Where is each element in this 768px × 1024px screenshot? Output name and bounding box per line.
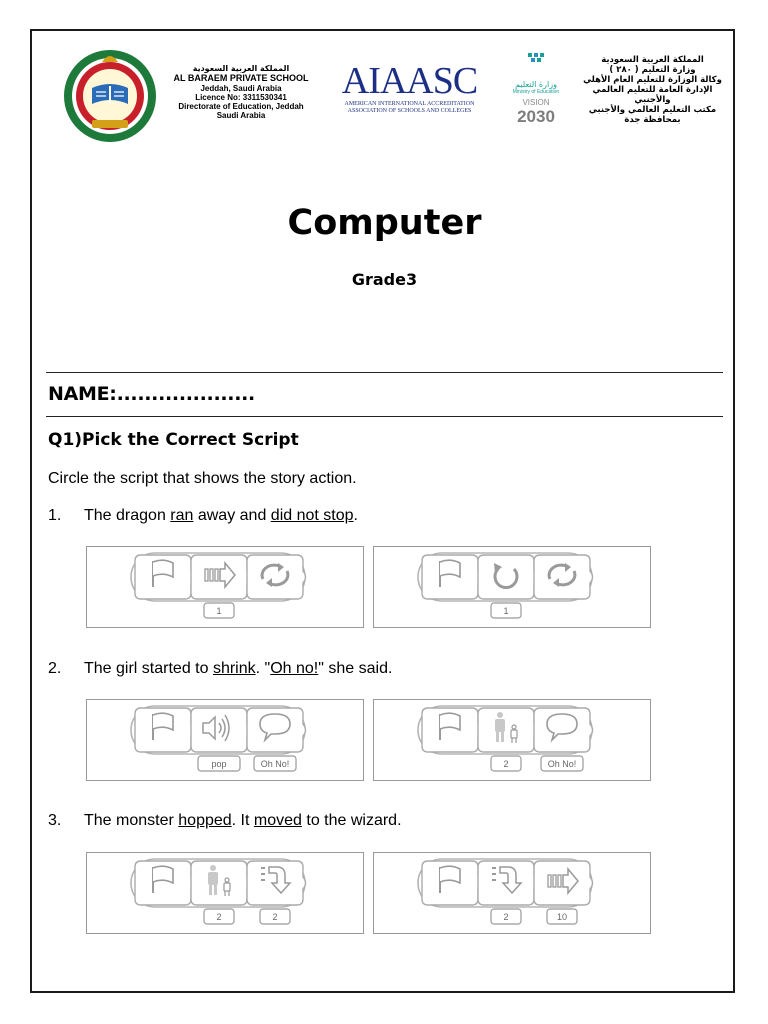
question-instruction: Circle the script that shows the story action.: [48, 470, 357, 487]
ministry-english: Ministry of Education: [512, 89, 560, 95]
vision-year: 2030: [517, 107, 555, 126]
ministry-vision-logo: [498, 51, 574, 131]
school-city: Jeddah, Saudi Arabia: [200, 84, 282, 93]
school-name: AL BARAEM PRIVATE SCHOOL: [173, 73, 309, 83]
school-arabic-name: المملكة العربية السعودية: [192, 64, 290, 73]
item-text: The girl started to: [84, 660, 213, 677]
item-text: The dragon: [84, 507, 171, 524]
answer-option-1b[interactable]: [373, 546, 651, 628]
item-number: 1.: [48, 507, 62, 524]
page-title: Computer: [287, 203, 482, 243]
question-item-3: [48, 812, 402, 830]
question-item-1: [48, 507, 358, 525]
answer-option-1a[interactable]: [86, 546, 364, 628]
aiaasc-logo: [332, 61, 487, 125]
right-line-6: مكتب التعليم العالمي والأجنبي: [588, 105, 717, 115]
question-item-2: [48, 660, 392, 678]
block-parameter: 2: [216, 912, 222, 922]
name-field-label: NAME:....................: [48, 383, 255, 405]
item-text-underlined: did not stop: [270, 507, 354, 524]
right-line-7: بمحافظة جدة: [624, 115, 681, 125]
school-seal-logo: [62, 48, 158, 144]
answer-option-3b[interactable]: [373, 852, 651, 934]
name-top-rule: [46, 372, 723, 373]
school-directorate: Directorate of Education, Jeddah: [178, 102, 304, 111]
answer-option-3a[interactable]: [86, 852, 364, 934]
item-text: . ": [255, 660, 271, 677]
item-text-underlined: shrink: [212, 660, 256, 677]
item-text: . It: [231, 812, 254, 829]
right-line-1: المملكة العربية السعودية: [601, 55, 704, 65]
block-parameter: pop: [211, 759, 227, 769]
ministry-arabic: وزارة التعليم: [515, 80, 557, 89]
block-parameter: 1: [216, 606, 222, 616]
block-parameter: 1: [503, 606, 509, 616]
item-number: 2.: [48, 660, 62, 677]
right-line-4: الإدارة العامة للتعليم العالمي: [592, 85, 713, 95]
item-text: to the wizard.: [301, 812, 402, 829]
item-text-underlined: Oh no!: [270, 660, 319, 677]
aiaasc-line-1: AMERICAN INTERNATIONAL ACCREDITATION: [344, 101, 475, 107]
item-number: 3.: [48, 812, 62, 829]
aiaasc-line-2: ASSOCIATION OF SCHOOLS AND COLLEGES: [347, 108, 472, 114]
answer-option-2a[interactable]: [86, 699, 364, 781]
block-parameter: Oh No!: [260, 759, 290, 769]
block-parameter: Oh No!: [547, 759, 577, 769]
aiaasc-wordmark: AIAASC: [341, 60, 478, 102]
item-text-underlined: moved: [253, 812, 302, 829]
right-line-2: وزارة التعليم ( ٢٨٠ ): [609, 65, 696, 75]
block-parameter: 10: [556, 912, 568, 922]
item-text: " she said.: [318, 660, 393, 677]
name-bottom-rule: [46, 416, 723, 417]
block-parameter: 2: [503, 912, 509, 922]
answer-option-2b[interactable]: [373, 699, 651, 781]
right-line-3: وكالة الوزارة للتعليم العام الأهلي: [583, 75, 722, 85]
school-licence: Licence No: 3311530341: [195, 93, 287, 102]
item-text-underlined: ran: [170, 507, 194, 524]
page-subtitle: Grade3: [351, 270, 418, 289]
ministry-arabic-block: [580, 55, 725, 125]
right-line-5: والأجنبي: [634, 95, 671, 105]
block-parameter: 2: [272, 912, 278, 922]
school-country: Saudi Arabia: [216, 111, 266, 120]
item-text: away and: [193, 507, 271, 524]
item-text: .: [353, 507, 358, 524]
question-title: Q1)Pick the Correct Script: [48, 430, 299, 450]
item-text: The monster: [84, 812, 179, 829]
ministry-emblem-icon: [498, 51, 574, 75]
school-info: [167, 64, 315, 120]
vision-label: VISION: [522, 98, 550, 107]
block-parameter: 2: [503, 759, 509, 769]
item-text-underlined: hopped: [178, 812, 232, 829]
worksheet-page: [30, 29, 735, 993]
